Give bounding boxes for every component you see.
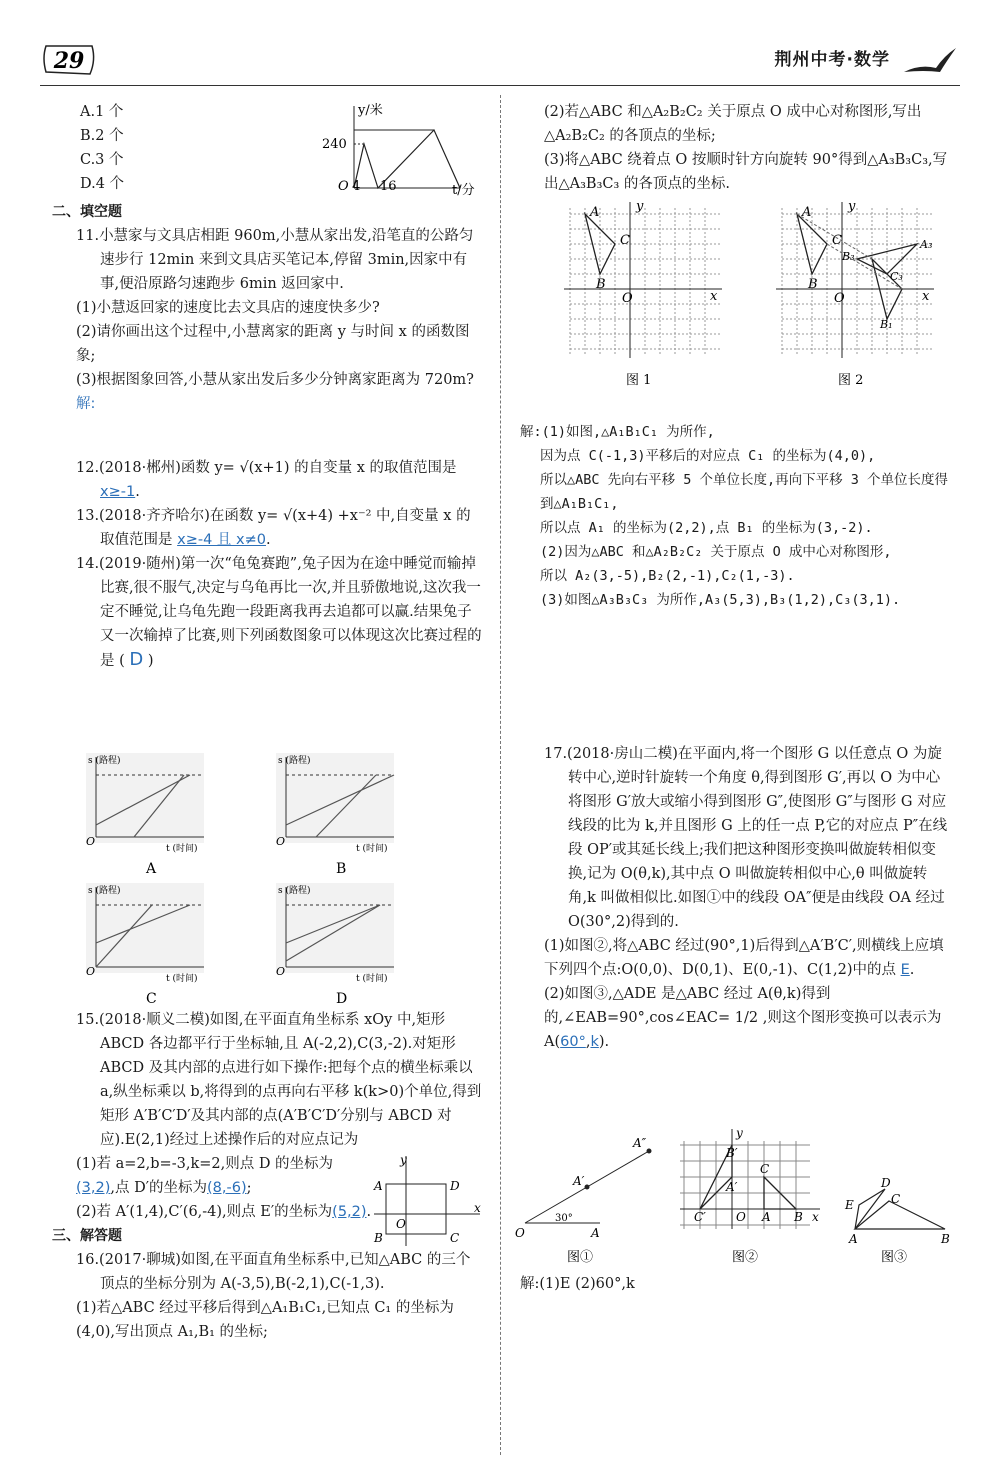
svg-text:s (路程): s (路程)	[278, 886, 311, 896]
svg-text:s (路程): s (路程)	[278, 756, 311, 766]
fig10-x4: 4	[352, 179, 361, 194]
svg-text:O: O	[276, 835, 286, 848]
svg-text:D: D	[881, 1176, 891, 1190]
fig17-3	[844, 1176, 950, 1265]
sol16-line3: 所以△ABC 先向右平移 5 个单位长度,再向下平移 3 个单位长度得到△A₁B₁C₁,	[540, 472, 949, 512]
svg-text:s (路程): s (路程)	[88, 756, 121, 766]
q11-part1: (1)小慧返回家的速度比去文具店的速度快多少?	[76, 300, 380, 316]
q11-text: 11.小慧家与文具店相距 960m,小慧从家出发,沿笔直的公路匀速步行 12min 来到文具店买笔记本,停留 3min,因家中有事,便沿原路匀速跑步 6min 返回家中.	[76, 228, 474, 292]
svg-text:图①: 图①	[567, 1250, 594, 1265]
svg-text:A: A	[802, 205, 812, 220]
svg-text:O: O	[515, 1226, 525, 1240]
q17-answer2b: k	[590, 1034, 599, 1050]
svg-text:A′: A′	[726, 1180, 738, 1194]
option-c: C.3 个	[80, 152, 124, 168]
q17-answer2a: 60°	[560, 1034, 586, 1050]
q13-text: 13.(2018·齐齐哈尔)在函数 y= √(x+4) +x⁻² 中,自变量 x 的取值范围是 x≥-4 且 x≠0.	[76, 508, 471, 548]
column-divider	[500, 95, 501, 1455]
svg-text:O: O	[86, 965, 96, 978]
q12-text: 12.(2018·郴州)函数 y= √(x+1) 的自变量 x 的取值范围是 x≥-1.	[76, 460, 457, 500]
svg-text:O: O	[276, 965, 286, 978]
svg-text:A: A	[849, 1232, 858, 1246]
svg-text:t (时间): t (时间)	[166, 974, 198, 984]
q17-block	[520, 742, 950, 1054]
svg-text:O: O	[86, 835, 96, 848]
svg-text:图 1: 图 1	[626, 373, 652, 388]
graph-a	[86, 753, 204, 877]
sol16-line2: 因为点 C(-1,3)平移后的对应点 C₁ 的坐标为(4,0),	[540, 448, 876, 464]
svg-text:t (时间): t (时间)	[356, 844, 388, 854]
svg-text:C′: C′	[694, 1210, 706, 1224]
svg-text:t (时间): t (时间)	[356, 974, 388, 984]
svg-text:A: A	[146, 861, 157, 877]
svg-text:s (路程): s (路程)	[88, 886, 121, 896]
q14-answer: D	[129, 649, 144, 670]
graph-d	[276, 883, 394, 1007]
fig10-xlabel: t/分	[452, 183, 475, 198]
grid-fig1	[564, 199, 722, 388]
svg-text:B′: B′	[726, 1146, 738, 1160]
header-title: 荆州中考·数学	[774, 50, 890, 70]
option-b: B.2 个	[80, 128, 124, 144]
q15-part1: (1)若 a=2,b=-3,k=2,则点 D 的坐标为(3,2),点 D′的坐标为(8,-6);	[76, 1156, 334, 1196]
svg-text:O: O	[834, 291, 845, 306]
svg-text:O: O	[736, 1210, 746, 1224]
svg-text:B: B	[336, 861, 347, 877]
section-fill-in: 二、填空题	[52, 204, 122, 220]
section-solve: 三、解答题	[52, 1228, 122, 1244]
fig10-ylabel: y/米	[358, 103, 383, 118]
fig17-2	[680, 1126, 820, 1265]
svg-text:图 2: 图 2	[838, 373, 864, 388]
sol16-line6: 所以 A₂(3,-5),B₂(2,-1),C₂(1,-3).	[540, 568, 795, 584]
svg-text:C: C	[146, 991, 157, 1007]
svg-text:C: C	[891, 1192, 901, 1206]
svg-text:B: B	[596, 277, 606, 292]
sol16-line1: 解:(1)如图,△A₁B₁C₁ 为所作,	[520, 424, 715, 440]
page-badge-shape	[40, 38, 100, 80]
q15-rect-figure	[370, 1150, 485, 1250]
svg-text:A′: A′	[573, 1174, 585, 1188]
q15-answer1b: (8,-6)	[207, 1180, 247, 1196]
fig17-1	[515, 1136, 652, 1265]
fig10-x16: 16	[380, 179, 397, 194]
svg-text:A: A	[762, 1210, 771, 1224]
svg-text:x: x	[922, 289, 930, 304]
svg-text:y: y	[400, 1153, 407, 1167]
page-number: 29	[53, 48, 85, 74]
option-a: A.1 个	[80, 104, 124, 120]
header-rule	[40, 85, 960, 86]
q16-solution	[520, 420, 950, 612]
option-d: D.4 个	[80, 176, 125, 192]
svg-text:C₃: C₃	[890, 270, 903, 283]
q16-part1: (1)若△ABC 经过平移后得到△A₁B₁C₁,已知点 C₁ 的坐标为(4,0),写出顶点 A₁,B₁ 的坐标;	[76, 1300, 454, 1340]
svg-text:B: B	[941, 1232, 950, 1246]
fig10-y240: 240	[322, 137, 347, 152]
q15-text: 15.(2018·顺义二模)如图,在平面直角坐标系 xOy 中,矩形 ABCD 各边都平行于坐标轴,且 A(-2,2),C(3,-2).对矩形 ABCD 及其内部的点进行如下操作:把每个点的横坐标乘以 a,纵坐标乘以 b,将得到的点再向右平移 k(k>0)个单位,得到矩形 A′B′C′D′及其内部的点(A′B′C′D′分别与 ABCD 对应).E(2,1)经过上述操作后的对应点记为	[76, 1012, 482, 1148]
svg-text:D: D	[450, 1179, 460, 1193]
q15-answer1: (3,2)	[76, 1180, 111, 1196]
q17-figures	[515, 1125, 955, 1270]
svg-text:A: A	[591, 1226, 600, 1240]
q14-text: 14.(2019·随州)第一次“龟兔赛跑”,兔子因为在途中睡觉而输掉比赛,很不服气,决定与乌龟再比一次,并且骄傲地说,这次我一定不睡觉,让乌龟先跑一段距离我再去追都可以赢.结果兔子又一次输掉了比赛,则下列函数图象可以体现这次比赛过程的是 ( D )	[76, 556, 482, 670]
bird-icon	[900, 42, 960, 82]
q13-answer: x≥-4 且 x≠0	[177, 532, 266, 548]
svg-text:x: x	[474, 1201, 481, 1215]
q17-text: 17.(2018·房山二模)在平面内,将一个图形 G 以任意点 O 为旋转中心,逆时针旋转一个角度 θ,得到图形 G′,再以 O 为中心将图形 G′放大或缩小得到图形 G″,使图形 G″与图形 G 对应线段的比为 k,并且图形 G 上的任一点 P,它的对应点 P″在线段 OP′或其延长线上;我们把这种图形变换叫做旋转相似变换,记为 O(θ,k),其中点 O 叫做旋转相似中心,θ 叫做旋转角,k 叫做相似比.如图①中的线段 OA″便是由线段 OA 经过 O(30°,2)得到的.	[544, 746, 948, 930]
svg-text:C: C	[832, 233, 842, 248]
svg-text:B₁: B₁	[880, 318, 893, 331]
svg-text:y: y	[736, 1126, 743, 1140]
q15-answer2: (5,2)	[332, 1204, 367, 1220]
svg-text:30°: 30°	[555, 1213, 573, 1224]
svg-text:C: C	[620, 233, 630, 248]
page-number-badge	[40, 38, 100, 80]
fig10-origin: O	[338, 179, 349, 194]
q16-text: 16.(2017·聊城)如图,在平面直角坐标系中,已知△ABC 的三个顶点的坐标分别为 A(-3,5),B(-2,1),C(-1,3).	[76, 1252, 471, 1292]
svg-text:O: O	[396, 1217, 406, 1231]
svg-text:y: y	[848, 199, 856, 214]
svg-text:D: D	[336, 991, 348, 1007]
svg-text:C: C	[450, 1231, 460, 1245]
svg-text:B₃: B₃	[842, 250, 855, 263]
svg-text:A: A	[590, 205, 600, 220]
svg-text:B: B	[808, 277, 818, 292]
svg-text:E: E	[845, 1198, 854, 1212]
svg-text:y: y	[636, 199, 644, 214]
sol16-line7: (3)如图△A₃B₃C₃ 为所作,A₃(5,3),B₃(1,2),C₃(3,1).	[540, 592, 901, 608]
svg-text:图③: 图③	[881, 1250, 908, 1265]
q11-solution: 解:	[76, 396, 96, 412]
sol16-line4: 所以点 A₁ 的坐标为(2,2),点 B₁ 的坐标为(3,-2).	[540, 520, 873, 536]
q10-graph	[322, 100, 490, 200]
q16-part2: (2)若△ABC 和△A₂B₂C₂ 关于原点 O 成中心对称图形,写出△A₂B₂C₂ 的各顶点的坐标;	[544, 104, 922, 144]
svg-text:B: B	[794, 1210, 803, 1224]
q11-part3: (3)根据图象回答,小慧从家出发后多少分钟离家距离为 720m?	[76, 372, 474, 388]
q17-solution: 解:(1)E (2)60°,k	[520, 1276, 635, 1292]
right-column	[520, 100, 950, 196]
sol16-line5: (2)因为△ABC 和△A₂B₂C₂ 关于原点 O 成中心对称图形,	[540, 544, 892, 560]
q17-answer1: E	[900, 962, 910, 978]
svg-text:O: O	[622, 291, 633, 306]
q12-answer: x≥-1	[100, 484, 136, 500]
svg-text:t (时间): t (时间)	[166, 844, 198, 854]
svg-text:B: B	[374, 1231, 383, 1245]
q16-grids	[560, 198, 940, 393]
q17-part2: (2)如图③,△ADE 是△ABC 经过 A(θ,k)得到的,∠EAB=90°,cos∠EAC= 1/2 ,则这个图形变换可以表示为 A(60°,k).	[544, 986, 942, 1050]
svg-text:C: C	[760, 1162, 770, 1176]
grid-fig2	[776, 199, 934, 388]
graph-b	[276, 753, 394, 877]
svg-text:x: x	[812, 1210, 819, 1224]
svg-text:A″: A″	[633, 1136, 647, 1150]
svg-text:图②: 图②	[732, 1250, 759, 1265]
svg-text:x: x	[710, 289, 718, 304]
svg-text:A: A	[374, 1179, 383, 1193]
q16-part3: (3)将△ABC 绕着点 O 按顺时针方向旋转 90°得到△A₃B₃C₃,写出△A₃B₃C₃ 的各顶点的坐标.	[544, 152, 948, 192]
svg-text:A₃: A₃	[920, 238, 933, 251]
graph-c	[86, 883, 204, 1007]
q17-part1: (1)如图②,将△ABC 经过(90°,1)后得到△A′B′C′,则横线上应填下列四个点:O(0,0)、D(0,1)、E(0,-1)、C(1,2)中的点 E.	[544, 938, 944, 978]
q14-graphs	[78, 745, 488, 1010]
q11-part2: (2)请你画出这个过程中,小慧离家的距离 y 与时间 x 的函数图象;	[76, 324, 470, 364]
q15-part2: (2)若 A′(1,4),C′(6,-4),则点 E′的坐标为(5,2).	[76, 1204, 372, 1220]
